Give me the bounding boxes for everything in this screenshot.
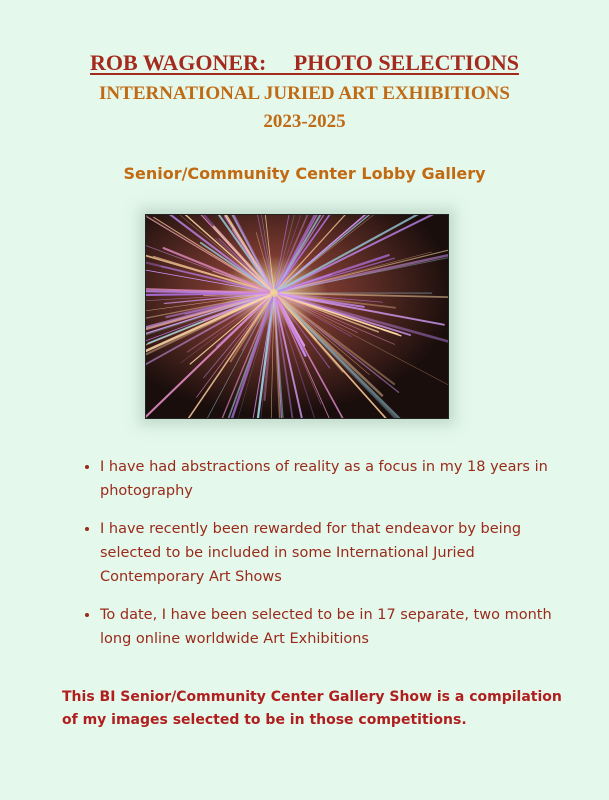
closing-statement: This BI Senior/Community Center Gallery Show is a compilation of my images selected to be in those competitions. [62, 689, 562, 728]
bullet-item: • To date, I have been selected to be in 17 separate, two month long online worldwide Art Exhibitions [100, 603, 570, 651]
page-title [0, 50, 609, 76]
subtitle-line-1: INTERNATIONAL JURIED ART EXHIBITIONS [99, 83, 510, 104]
bullet-item: • I have had abstractions of reality as a focus in my 18 years in photography [100, 455, 570, 503]
page-title-text: ROB WAGONER: PHOTO SELECTIONS [90, 50, 519, 75]
bullet-item: • I have recently been rewarded for that endeavor by being selected to be included in some International Juried Contemporary Art Shows [100, 517, 570, 589]
abstract-photo [145, 214, 449, 419]
bullet-list [78, 455, 570, 665]
subtitle-line-2: 2023-2025 [263, 111, 346, 132]
abstract-photo-art [146, 215, 448, 418]
gallery-name: Senior/Community Center Lobby Gallery [123, 164, 486, 183]
